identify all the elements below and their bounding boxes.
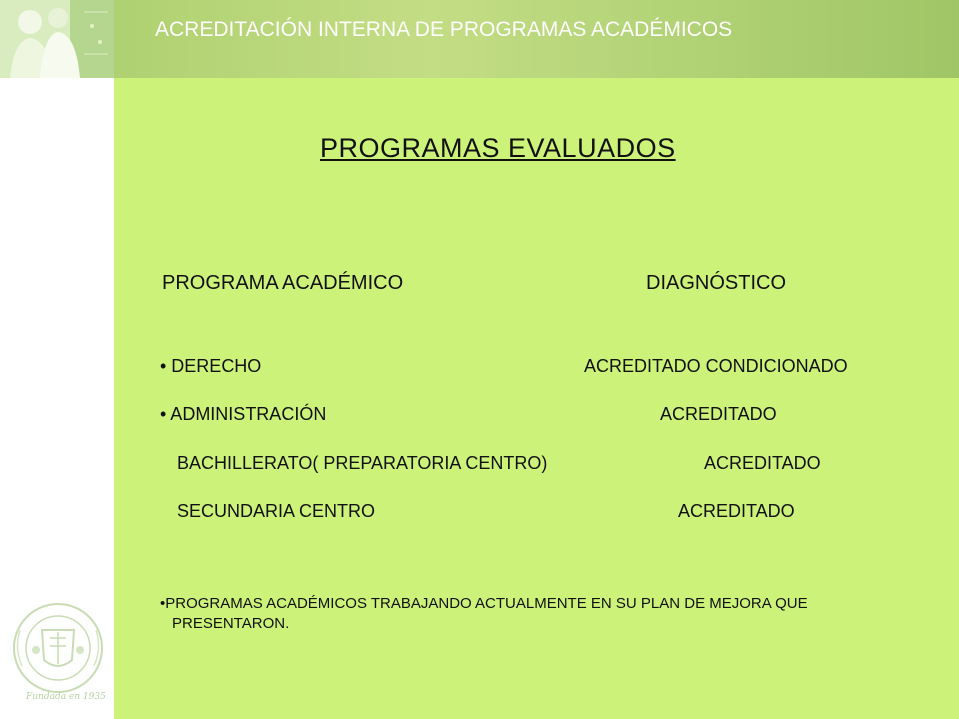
column-header-program: PROGRAMA ACADÉMICO	[162, 272, 404, 294]
column-header-diagnosis: DIAGNÓSTICO	[646, 272, 787, 294]
diagnosis-administracion: ACREDITADO	[660, 404, 777, 424]
header-photo	[0, 0, 114, 78]
header-title: ACREDITACIÓN INTERNA DE PROGRAMAS ACADÉMICOS	[155, 18, 733, 41]
content-panel	[114, 78, 959, 719]
university-logo	[6, 600, 110, 710]
section-title: PROGRAMAS EVALUADOS	[320, 133, 676, 163]
program-derecho: • DERECHO	[160, 356, 262, 376]
program-secundaria: SECUNDARIA CENTRO	[177, 501, 376, 521]
program-administracion: • ADMINISTRACIÓN	[160, 404, 327, 424]
diagnosis-bachillerato: ACREDITADO	[704, 453, 821, 473]
program-bachillerato: BACHILLERATO( PREPARATORIA CENTRO)	[177, 453, 548, 473]
diagnosis-secundaria: ACREDITADO	[678, 501, 795, 521]
header-bar	[0, 0, 959, 78]
diagnosis-derecho: ACREDITADO CONDICIONADO	[584, 356, 848, 376]
note-line-1: •PROGRAMAS ACADÉMICOS TRABAJANDO ACTUALMENTE EN SU PLAN DE MEJORA QUE	[160, 595, 808, 612]
students-photo-icon	[0, 0, 114, 78]
note-line-2: PRESENTARON.	[172, 615, 290, 632]
logo-motto: Fundada en 1935	[26, 692, 106, 702]
